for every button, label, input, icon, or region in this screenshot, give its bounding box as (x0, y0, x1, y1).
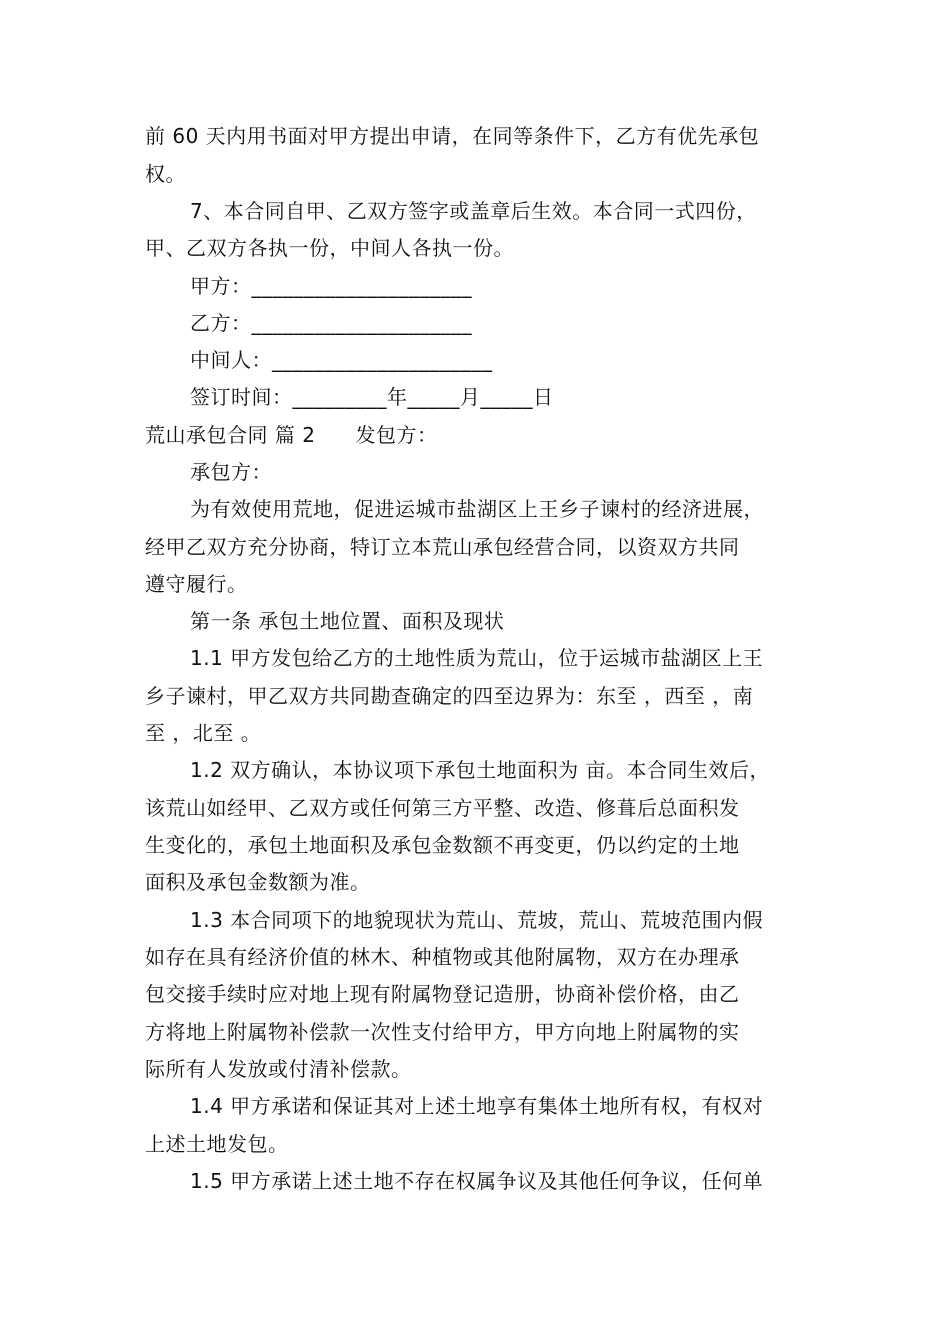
paragraph-line: 1.1 甲方发包给乙方的土地性质为荒山，位于运城市盐湖区上王 (190, 646, 764, 670)
paragraph-line: 该荒山如经甲、乙双方或任何第三方平整、改造、修葺后总面积发 (145, 796, 740, 820)
paragraph-line: 1.3 本合同项下的地貌现状为荒山、荒坡，荒山、荒坡范围内假 (190, 908, 764, 932)
paragraph-line: 生变化的，承包土地面积及承包金数额不再变更，仍以约定的土地 (145, 833, 740, 857)
signing-date-line: 签订时间：_________年_____月_____日 (190, 385, 554, 409)
contracting-party-label: 发包方： (355, 423, 438, 447)
paragraph-line: 前 60 天内用书面对甲方提出申请，在同等条件下，乙方有优先承包 (145, 124, 760, 148)
paragraph-line: 遵守履行。 (145, 572, 248, 596)
paragraph-line: 乡子谏村，甲乙双方共同勘查确定的四至边界为：东至 ，西至 ，南 (145, 684, 754, 708)
paragraph-line: 权。 (145, 162, 186, 186)
paragraph-line: 经甲乙双方充分协商，特订立本荒山承包经营合同，以资双方共同 (145, 535, 740, 559)
contract-heading-line (145, 423, 437, 447)
paragraph-line: 方将地上附属物补偿款一次性支付给甲方，甲方向地上附属物的实 (145, 1020, 740, 1044)
paragraph-line: 际所有人发放或付清补偿款。 (145, 1057, 412, 1081)
intermediary-signature-line: 中间人：_____________________ (190, 348, 493, 372)
contract-title: 荒山承包合同 篇 2 (145, 423, 316, 447)
paragraph-line: 7、本合同自甲、乙双方签字或盖章后生效。本合同一式四份， (190, 199, 757, 223)
contractor-label: 承包方： (190, 460, 272, 484)
paragraph-line: 为有效使用荒地，促进运城市盐湖区上王乡子谏村的经济进展， (190, 497, 764, 521)
party-b-signature-line: 乙方：_____________________ (190, 311, 472, 335)
paragraph-line: 至 ，北至 。 (145, 721, 262, 745)
paragraph-line: 1.5 甲方承诺上述土地不存在权属争议及其他任何争议，任何单 (190, 1169, 764, 1193)
paragraph-line: 面积及承包金数额为准。 (145, 870, 371, 894)
paragraph-line: 上述土地发包。 (145, 1132, 289, 1156)
party-a-signature-line: 甲方：_____________________ (190, 274, 472, 298)
article-heading: 第一条 承包土地位置、面积及现状 (190, 609, 505, 633)
paragraph-line: 甲、乙双方各执一份，中间人各执一份。 (145, 236, 514, 260)
paragraph-line: 1.2 双方确认，本协议项下承包土地面积为 亩。本合同生效后， (190, 758, 771, 782)
paragraph-line: 1.4 甲方承诺和保证其对上述土地享有集体土地所有权，有权对 (190, 1094, 764, 1118)
paragraph-line: 包交接手续时应对地上现有附属物登记造册，协商补偿价格，由乙 (145, 982, 740, 1006)
paragraph-line: 如存在具有经济价值的林木、种植物或其他附属物，双方在办理承 (145, 945, 740, 969)
